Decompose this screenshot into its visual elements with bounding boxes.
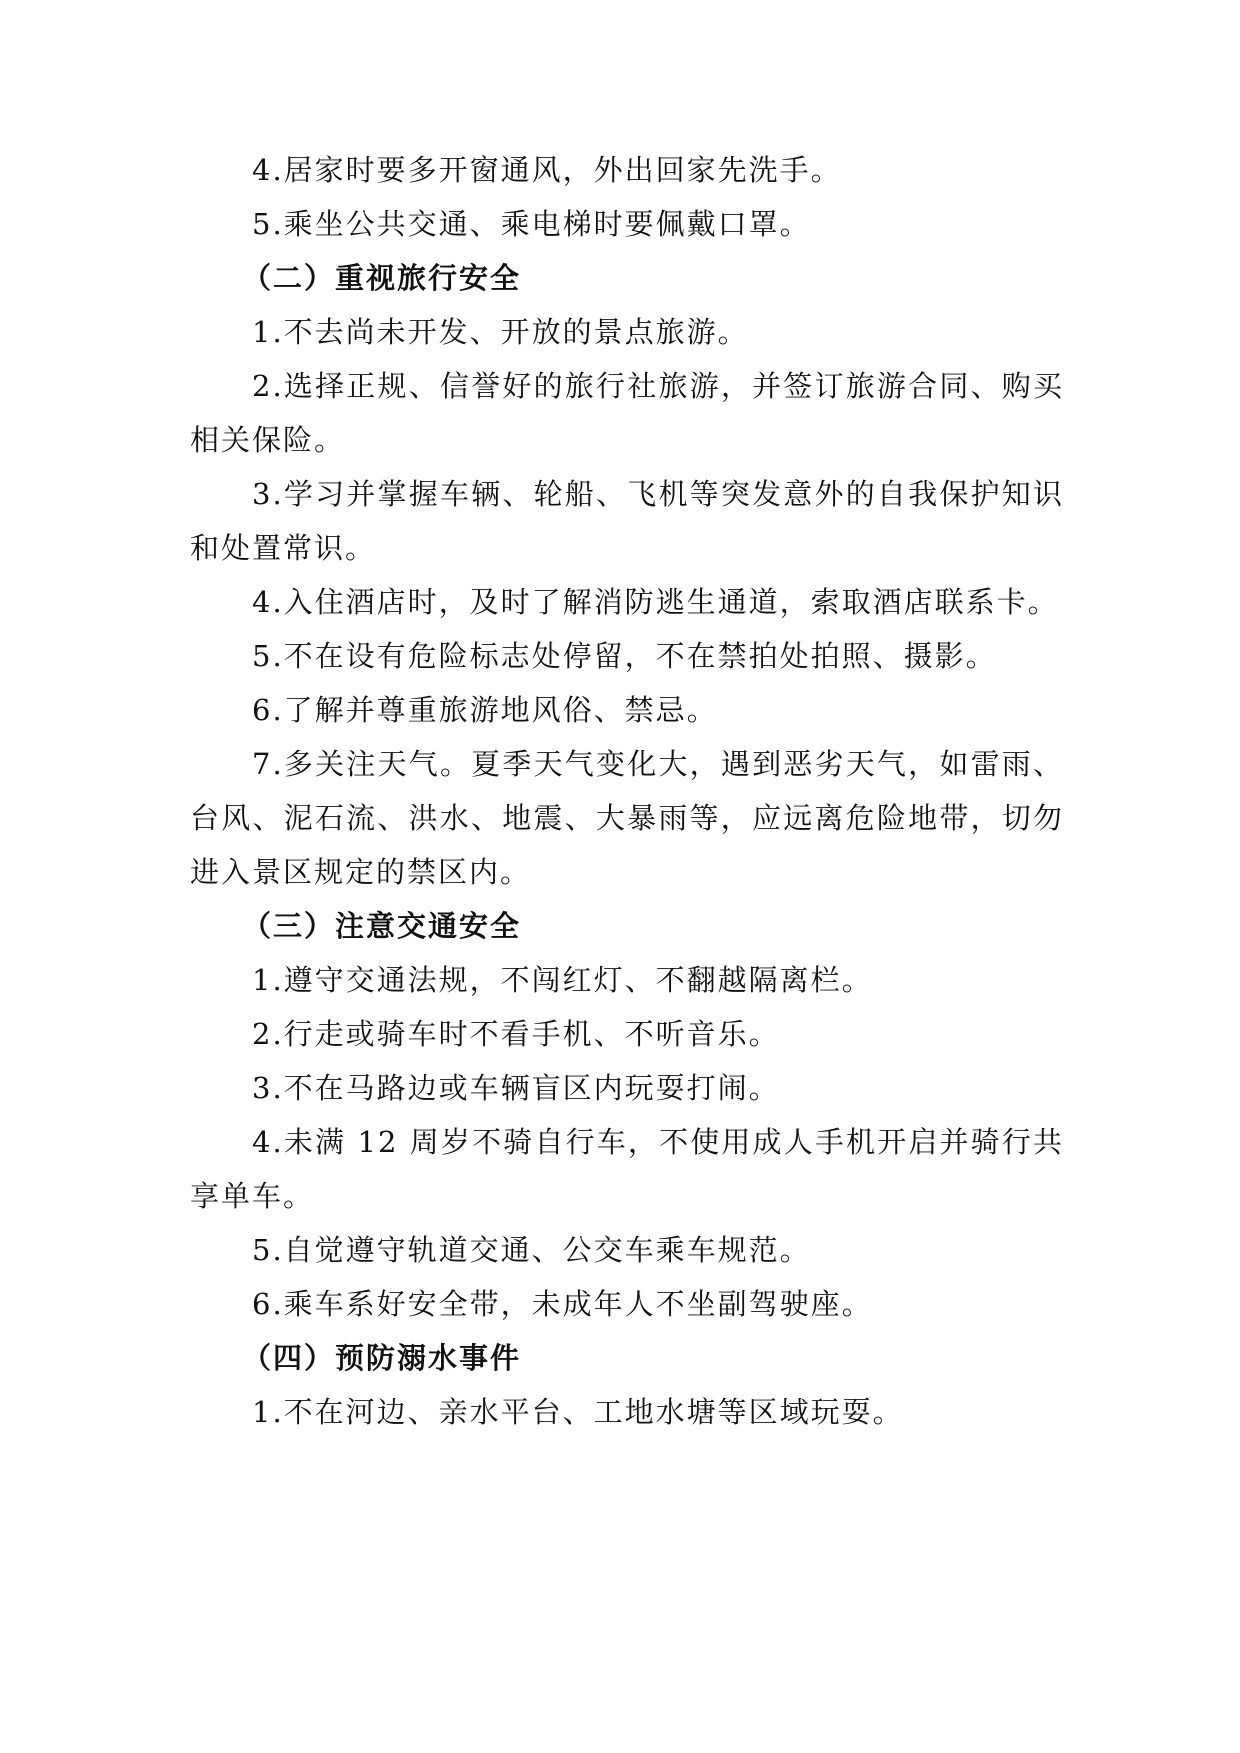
list-item-continuation: 相关保险。 [190,423,346,457]
list-item: 2.选择正规、信誉好的旅行社旅游，并签订旅游合同、购买 [252,369,1064,403]
list-item-continuation: 和处置常识。 [190,531,377,565]
list-item: 6.乘车系好安全带，未成年人不坐副驾驶座。 [252,1287,873,1321]
list-item: 4.未满 12 周岁不骑自行车，不使用成人手机开启并骑行共 [252,1125,1064,1159]
list-item: 1.遵守交通法规，不闯红灯、不翻越隔离栏。 [252,963,873,997]
list-item-continuation: 享单车。 [190,1179,315,1213]
list-item: 7.多关注天气。夏季天气变化大，遇到恶劣天气，如雷雨、 [252,747,1064,781]
list-item-continuation: 台风、泥石流、洪水、地震、大暴雨等，应远离危险地带，切勿 [190,801,1064,835]
list-item: 1.不去尚未开发、开放的景点旅游。 [252,315,749,349]
list-item: 3.不在马路边或车辆盲区内玩耍打闹。 [252,1071,780,1105]
list-item: 5.不在设有危险标志处停留，不在禁拍处拍照、摄影。 [252,639,997,673]
list-item: 4.入住酒店时，及时了解消防逃生通道，索取酒店联系卡。 [252,585,1059,619]
section-heading: （三）注意交通安全 [242,909,522,943]
list-item: 5.乘坐公共交通、乘电梯时要佩戴口罩。 [252,207,811,241]
list-item: 6.了解并尊重旅游地风俗、禁忌。 [252,693,718,727]
list-item: 1.不在河边、亲水平台、工地水塘等区域玩耍。 [252,1395,904,1429]
section-heading: （四）预防溺水事件 [242,1341,522,1375]
section-heading: （二）重视旅行安全 [242,261,522,295]
list-item-continuation: 进入景区规定的禁区内。 [190,855,532,889]
list-item: 3.学习并掌握车辆、轮船、飞机等突发意外的自我保护知识 [252,477,1064,511]
list-item: 5.自觉遵守轨道交通、公交车乘车规范。 [252,1233,811,1267]
list-item: 4.居家时要多开窗通风，外出回家先洗手。 [252,153,842,187]
list-item: 2.行走或骑车时不看手机、不听音乐。 [252,1017,780,1051]
